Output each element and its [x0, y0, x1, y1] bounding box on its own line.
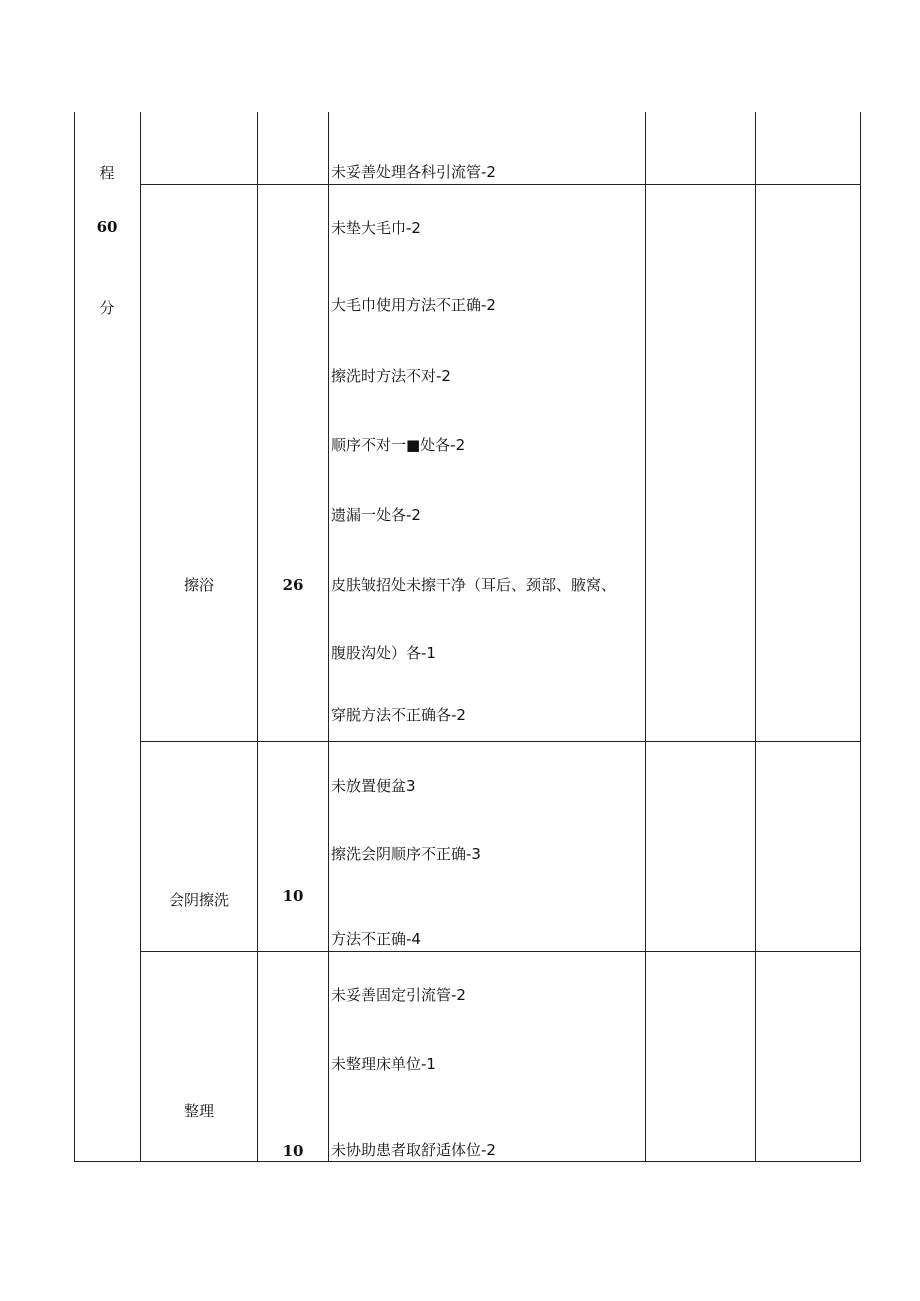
criteria-text: 未妥善固定引流管-2 — [331, 986, 466, 1004]
criteria-text: 未协助患者取舒适体位-2 — [331, 1141, 496, 1159]
table-border-bottom — [74, 1161, 861, 1162]
item-score: 26 — [282, 576, 304, 594]
section-score: 60 — [96, 218, 118, 236]
row-divider — [140, 184, 861, 185]
criteria-text: 方法不正确-4 — [331, 930, 421, 948]
column-divider — [755, 112, 756, 1161]
column-divider — [645, 112, 646, 1161]
column-divider — [140, 112, 141, 1161]
table-border-left — [74, 112, 75, 1161]
criteria-text: 穿脱方法不正确各-2 — [331, 706, 466, 724]
row-divider — [140, 741, 861, 742]
column-divider — [257, 112, 258, 1161]
column-divider — [328, 112, 329, 1161]
criteria-text: 未妥善处理各科引流管-2 — [331, 163, 496, 181]
section-label-char: 分 — [99, 299, 115, 317]
criteria-text: 未垫大毛巾-2 — [331, 219, 421, 237]
item-name: 擦浴 — [183, 576, 214, 594]
criteria-text: 皮肤皱招处未擦干净（耳后、颈部、腋窝、 — [331, 576, 617, 594]
section-label-char: 程 — [99, 164, 115, 182]
criteria-text: 腹股沟处）各-1 — [331, 644, 436, 662]
item-score: 10 — [282, 1142, 304, 1160]
criteria-text: 擦洗会阴顺序不正确-3 — [331, 845, 481, 863]
item-name: 整理 — [183, 1102, 214, 1120]
table-border-right — [860, 112, 861, 1161]
criteria-text: 顺序不对一■处各-2 — [331, 436, 466, 454]
criteria-text: 未放置便盆3 — [331, 777, 416, 795]
row-divider — [140, 951, 861, 952]
criteria-text: 大毛巾使用方法不正确-2 — [331, 296, 496, 314]
criteria-text: 未整理床单位-1 — [331, 1055, 436, 1073]
item-score: 10 — [282, 887, 304, 905]
item-name: 会阴擦洗 — [168, 891, 229, 909]
criteria-text: 遗漏一处各-2 — [331, 506, 421, 524]
criteria-text: 擦洗时方法不对-2 — [331, 367, 451, 385]
